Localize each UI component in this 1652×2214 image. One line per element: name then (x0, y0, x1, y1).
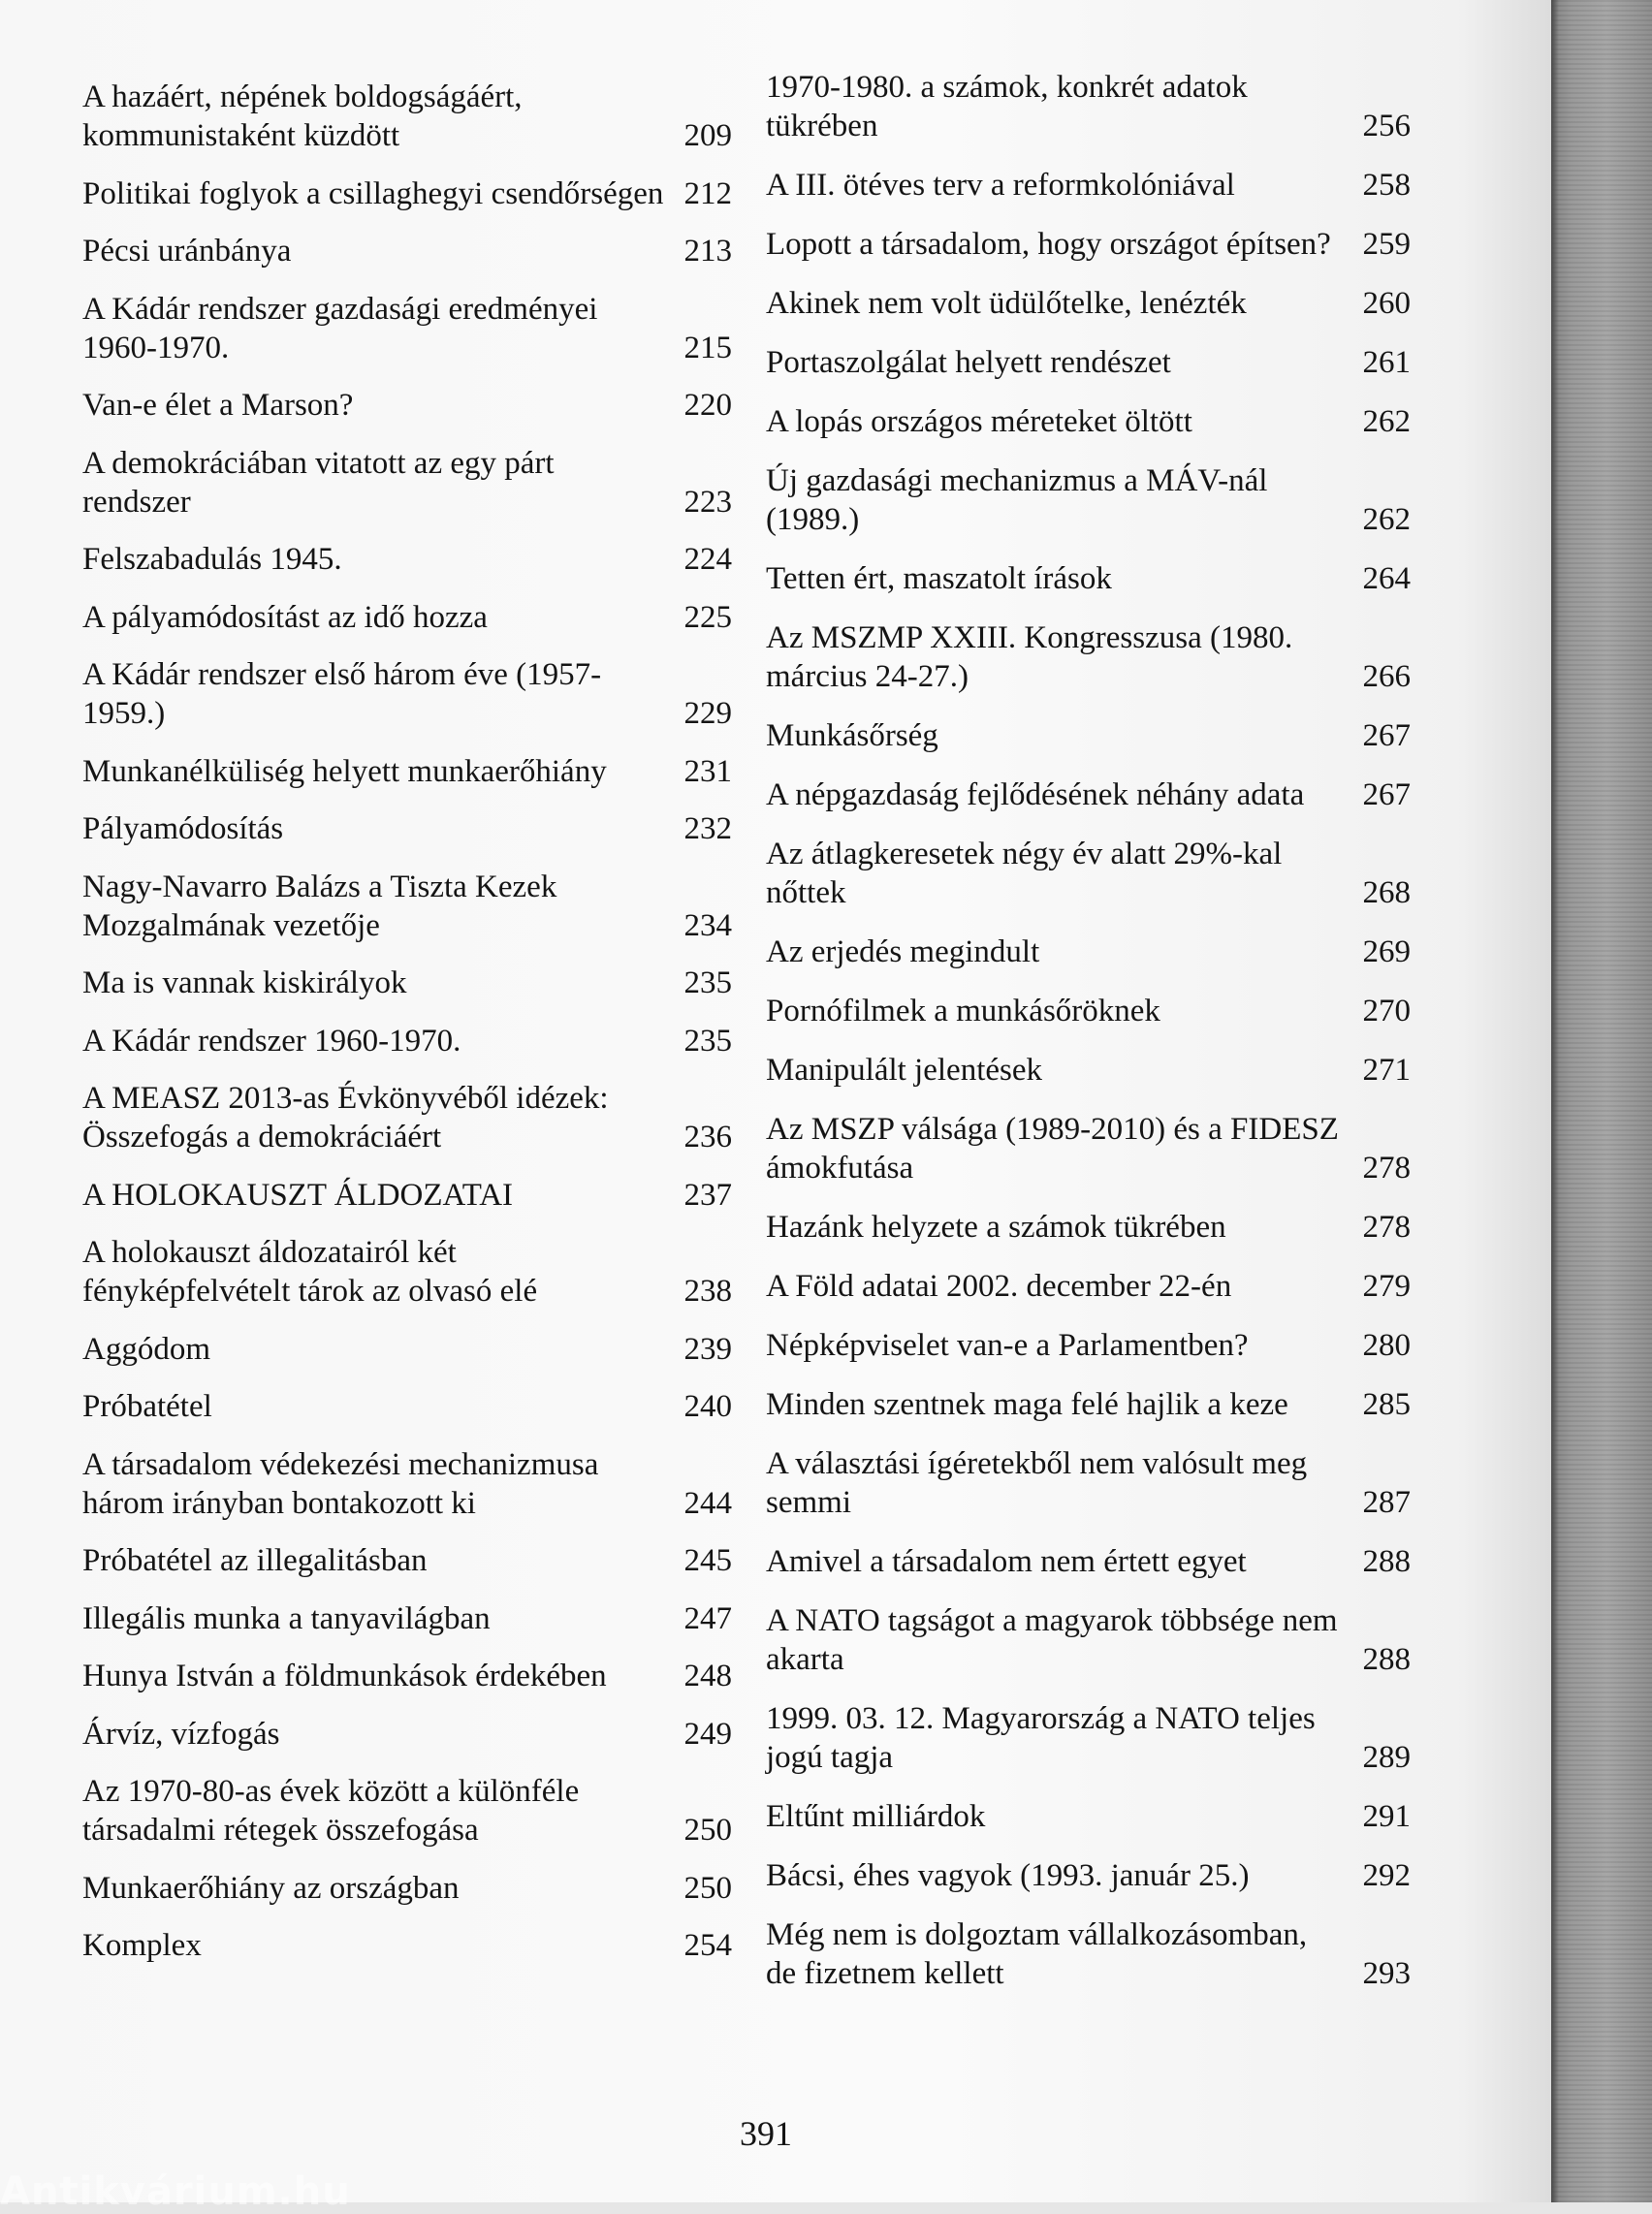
toc-entry-title: 1970-1980. a számok, konkrét adatok tükrében (766, 70, 1248, 143)
toc-entry-title: Akinek nem volt üdülőtelke, lenézték (766, 286, 1247, 321)
toc-entry (766, 1208, 1411, 1247)
toc-entry (82, 386, 732, 425)
toc-entry-page: 224 (683, 542, 732, 577)
toc-entry (82, 1657, 732, 1695)
toc-entry-title: A MEASZ 2013-as Évkönyvéből idézek: Összefogás a demokráciáért (82, 1081, 609, 1154)
toc-entry (766, 166, 1411, 205)
toc-entry-page: 292 (1362, 1858, 1411, 1893)
toc-entry-title: A hazáért, népének boldogságáért, kommunistaként küzdött (82, 79, 523, 153)
toc-entry (766, 1051, 1411, 1090)
toc-entry (766, 284, 1411, 323)
toc-entry (766, 225, 1411, 264)
toc-entry-page: 249 (683, 1716, 732, 1752)
toc-entry-page: 231 (683, 753, 732, 789)
toc-entry-title: Illegális munka a tanyavilágban (82, 1600, 491, 1636)
toc-entry-title: Ma is vannak kiskirályok (82, 965, 407, 1000)
toc-entry (82, 540, 732, 579)
toc-entry-page: 237 (683, 1177, 732, 1213)
toc-entry (766, 1110, 1411, 1187)
toc-entry-title: Munkaerőhiány az országban (82, 1870, 460, 1906)
toc-entry-title: Politikai foglyok a csillaghegyi csendőrségen (82, 175, 664, 211)
toc-entry-title: A lopás országos méreteket öltött (766, 404, 1192, 439)
book-spine-shadow (1551, 0, 1652, 2202)
toc-entry (82, 1079, 732, 1156)
toc-entry-page: 289 (1362, 1740, 1411, 1775)
toc-entry-title: Hunya István a földmunkások érdekében (82, 1659, 607, 1693)
toc-entry-page: 254 (683, 1928, 732, 1963)
toc-entry-title: Próbatétel (82, 1389, 212, 1424)
toc-entry-title: 1999. 03. 12. Magyarország a NATO teljes jogú tagja (766, 1701, 1316, 1775)
toc-entry-title: A III. ötéves terv a reformkolóniával (766, 168, 1235, 203)
toc-entry-title: A Kádár rendszer 1960-1970. (82, 1023, 461, 1059)
toc-entry (82, 444, 732, 522)
toc-entry-title: Még nem is dolgoztam vállalkozásomban, de fizetnem kellett (766, 1917, 1308, 1991)
toc-entry-title: A demokráciában vitatott az egy párt rendszer (82, 445, 555, 520)
toc-entry-title: Amivel a társadalom nem értett egyet (766, 1544, 1247, 1579)
toc-entry (82, 868, 732, 945)
toc-entry (766, 835, 1411, 912)
toc-entry-page: 215 (683, 330, 732, 365)
toc-entry-title: A Föld adatai 2002. december 22-én (766, 1269, 1232, 1304)
toc-entry-page: 269 (1362, 934, 1411, 969)
toc-entry (766, 461, 1411, 539)
toc-entry-page: 239 (683, 1331, 732, 1367)
toc-entry-title: A NATO tagságot a magyarok többsége nem akarta (766, 1603, 1338, 1677)
toc-entry-page: 258 (1362, 168, 1411, 203)
page-number: 391 (740, 2114, 792, 2153)
toc-entry-page: 285 (1362, 1387, 1411, 1422)
toc-entry-title: Eltűnt milliárdok (766, 1799, 986, 1834)
toc-entry-page: 235 (683, 965, 732, 1000)
toc-entry-page: 238 (683, 1274, 732, 1309)
toc-entry-title: A holokauszt áldozatairól két fényképfelvételt tárok az olvasó elé (82, 1235, 538, 1309)
toc-entry-title: Pályamódosítás (82, 811, 284, 846)
toc-entry-page: 266 (1362, 659, 1411, 694)
toc-entry-title: Komplex (82, 1928, 202, 1963)
toc-entry-title: A Kádár rendszer gazdasági eredményei 1960-1970. (82, 291, 598, 365)
toc-entry-page: 247 (683, 1600, 732, 1636)
toc-entry-title: Új gazdasági mechanizmus a MÁV-nál (1989.) (766, 463, 1268, 537)
toc-entry (766, 1699, 1411, 1777)
toc-entry (766, 1444, 1411, 1522)
toc-entry-title: Felszabadulás 1945. (82, 542, 342, 577)
toc-entry-page: 213 (683, 234, 732, 269)
toc-entry-title: Próbatétel az illegalitásban (82, 1543, 428, 1578)
toc-entry (82, 598, 732, 637)
toc-entry (766, 1326, 1411, 1365)
toc-entry (766, 1267, 1411, 1306)
toc-entry-page: 209 (683, 118, 732, 153)
toc-entry-title: Az MSZMP XXIII. Kongresszusa (1980. március 24-27.) (766, 620, 1293, 694)
toc-entry-page: 220 (683, 388, 732, 423)
toc-entry-title: A népgazdaság fejlődésének néhány adata (766, 777, 1305, 812)
toc-entry (82, 1541, 732, 1580)
toc-entry-page: 212 (683, 175, 732, 211)
toc-entry-page: 240 (683, 1389, 732, 1424)
toc-entry (82, 1715, 732, 1754)
toc-entry-page: 288 (1362, 1642, 1411, 1677)
toc-entry-title: Tetten ért, maszatolt írások (766, 561, 1112, 596)
toc-right-column (766, 68, 1411, 2013)
toc-entry-page: 270 (1362, 994, 1411, 1028)
toc-entry-page: 262 (1362, 502, 1411, 537)
toc-entry-title: Pécsi uránbánya (82, 234, 292, 269)
toc-entry (766, 775, 1411, 814)
toc-entry (82, 752, 732, 791)
toc-entry (82, 290, 732, 367)
toc-entry-title: Népképviselet van-e a Parlamentben? (766, 1328, 1249, 1363)
toc-entry (82, 809, 732, 848)
toc-entry-page: 267 (1362, 777, 1411, 812)
toc-entry-title: Aggódom (82, 1331, 210, 1367)
toc-entry-title: Portaszolgálat helyett rendészet (766, 345, 1171, 380)
toc-entry-title: Manipulált jelentések (766, 1053, 1042, 1088)
toc-entry-page: 271 (1362, 1053, 1411, 1088)
toc-entry-title: Az átlagkeresetek négy év alatt 29%-kal nőttek (766, 837, 1283, 910)
toc-entry-title: A Kádár rendszer első három éve (1957-1959.) (82, 657, 602, 731)
toc-entry (766, 933, 1411, 971)
toc-entry-page: 223 (683, 484, 732, 520)
toc-entry-page: 256 (1362, 109, 1411, 143)
toc-entry (82, 655, 732, 733)
toc-entry-page: 250 (683, 1870, 732, 1906)
toc-entry-title: Van-e élet a Marson? (82, 388, 354, 423)
toc-entry-page: 259 (1362, 227, 1411, 262)
toc-entry (766, 1542, 1411, 1581)
toc-entry-page: 267 (1362, 718, 1411, 753)
toc-entry-page: 280 (1362, 1328, 1411, 1363)
toc-entry-page: 236 (683, 1120, 732, 1154)
toc-entry-page: 278 (1362, 1210, 1411, 1245)
toc-entry-page: 244 (683, 1485, 732, 1521)
toc-left-column (82, 78, 732, 1984)
toc-entry (766, 1856, 1411, 1895)
toc-entry (766, 618, 1411, 696)
toc-entry-title: Bácsi, éhes vagyok (1993. január 25.) (766, 1858, 1250, 1893)
toc-entry (82, 232, 732, 270)
toc-entry-page: 248 (683, 1659, 732, 1693)
toc-entry-title: A választási ígéretekből nem valósult meg semmi (766, 1446, 1308, 1520)
toc-entry (82, 1233, 732, 1311)
toc-entry-title: Az 1970-80-as évek között a különféle társadalmi rétegek összefogása (82, 1774, 580, 1848)
toc-entry (82, 174, 732, 213)
toc-entry (82, 78, 732, 155)
toc-entry-page: 234 (683, 907, 732, 943)
toc-entry (82, 1022, 732, 1060)
toc-entry (766, 716, 1411, 755)
toc-entry-title: A HOLOKAUSZT ÁLDOZATAI (82, 1177, 514, 1213)
toc-entry (82, 1772, 732, 1850)
toc-entry-title: Munkásőrség (766, 718, 938, 753)
toc-entry-page: 225 (683, 599, 732, 635)
toc-entry (766, 1915, 1411, 1993)
toc-entry-page: 291 (1362, 1799, 1411, 1834)
toc-entry-title: Az MSZP válsága (1989-2010) és a FIDESZ ámokfutása (766, 1112, 1339, 1186)
toc-entry (82, 1387, 732, 1426)
toc-entry (766, 343, 1411, 382)
toc-entry-page: 250 (683, 1813, 732, 1848)
toc-entry-title: Az erjedés megindult (766, 934, 1040, 969)
toc-entry-title: Hazánk helyzete a számok tükrében (766, 1210, 1226, 1245)
toc-entry-page: 293 (1362, 1956, 1411, 1991)
toc-entry (766, 559, 1411, 598)
toc-entry (766, 68, 1411, 145)
toc-entry-title: Lopott a társadalom, hogy országot építsen? (766, 227, 1331, 262)
toc-entry-title: Nagy-Navarro Balázs a Tiszta Kezek Mozgalmának vezetője (82, 869, 557, 943)
toc-entry-page: 264 (1362, 561, 1411, 596)
toc-entry (82, 964, 732, 1002)
toc-entry (766, 992, 1411, 1030)
toc-entry-page: 268 (1362, 875, 1411, 910)
toc-entry-page: 261 (1362, 345, 1411, 380)
toc-entry-page: 260 (1362, 286, 1411, 321)
toc-entry (766, 1797, 1411, 1836)
toc-entry-title: A társadalom védekezési mechanizmusa három irányban bontakozott ki (82, 1446, 599, 1521)
toc-entry (766, 402, 1411, 441)
watermark: Antikvárium.hu (0, 2169, 351, 2214)
toc-entry (766, 1601, 1411, 1679)
toc-entry-page: 229 (683, 696, 732, 731)
toc-entry (82, 1599, 732, 1638)
toc-entry-page: 288 (1362, 1544, 1411, 1579)
toc-entry-page: 245 (683, 1543, 732, 1578)
toc-entry (82, 1176, 732, 1215)
toc-entry-page: 287 (1362, 1485, 1411, 1520)
toc-entry-title: Pornófilmek a munkásőröknek (766, 994, 1160, 1028)
toc-entry-page: 279 (1362, 1269, 1411, 1304)
toc-entry-title: Munkanélküliség helyett munkaerőhiány (82, 753, 607, 789)
toc-entry-page: 235 (683, 1023, 732, 1059)
toc-entry (82, 1926, 732, 1965)
toc-entry-title: A pályamódosítást az idő hozza (82, 599, 488, 635)
toc-entry-page: 262 (1362, 404, 1411, 439)
toc-entry-page: 232 (683, 811, 732, 846)
toc-entry (82, 1869, 732, 1908)
toc-entry-title: Árvíz, vízfogás (82, 1716, 280, 1752)
toc-entry (766, 1385, 1411, 1424)
toc-entry-page: 278 (1362, 1151, 1411, 1186)
toc-entry-title: Minden szentnek maga felé hajlik a keze (766, 1387, 1288, 1422)
toc-entry (82, 1445, 732, 1523)
toc-entry (82, 1330, 732, 1369)
